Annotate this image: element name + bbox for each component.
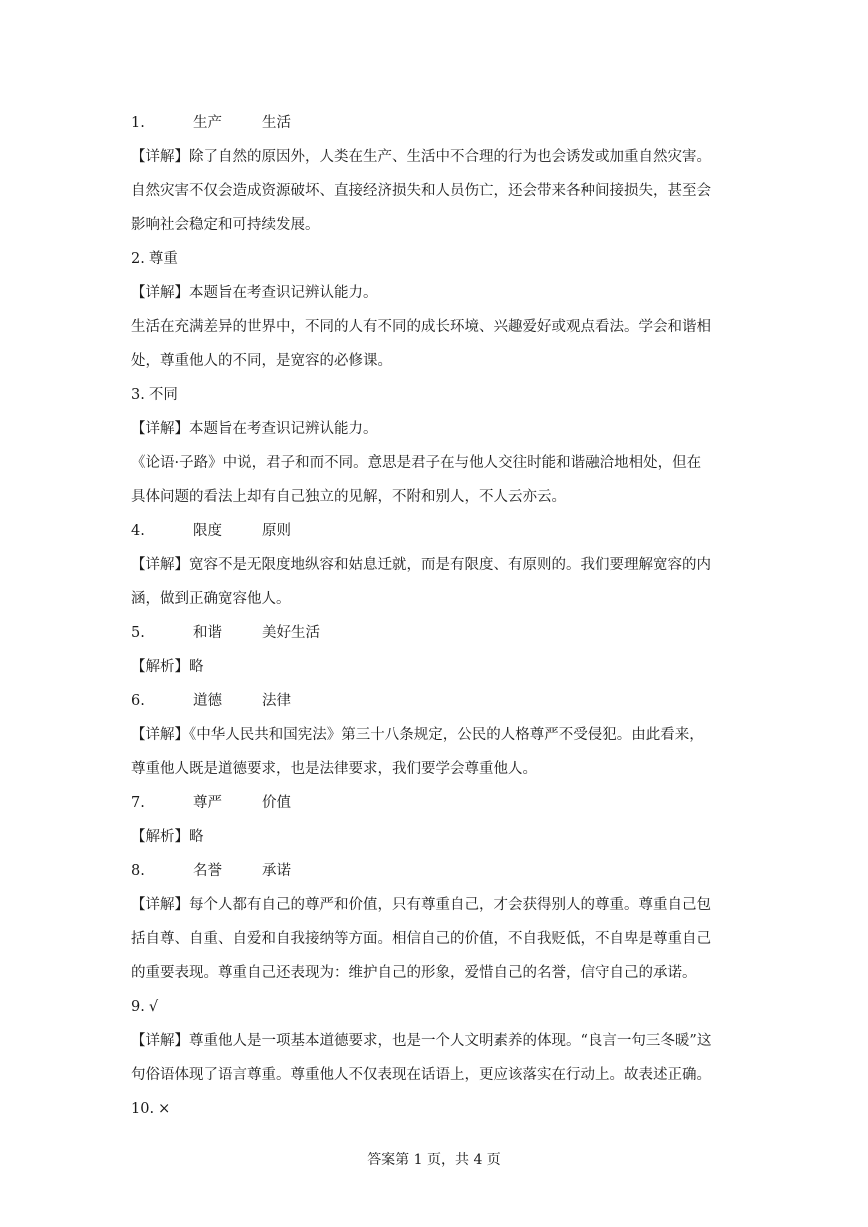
answer-content bbox=[131, 106, 751, 1126]
answer-row-9 bbox=[131, 990, 751, 1024]
explanation-line bbox=[131, 412, 751, 446]
explanation-text: 略 bbox=[189, 659, 204, 675]
explanation-line bbox=[131, 718, 751, 752]
explanation-line: 自然灾害不仅会造成资源破坏、直接经济损失和人员伤亡，还会带来各种间接损失，甚至会 bbox=[131, 183, 711, 199]
explanation-line bbox=[131, 1024, 751, 1058]
question-number: 7. bbox=[131, 795, 145, 811]
explanation-line: 具体问题的看法上却有自己独立的见解，不附和别人，不人云亦云。 bbox=[131, 489, 566, 505]
explanation-label: 【详解】 bbox=[131, 149, 189, 165]
explanation-line bbox=[131, 820, 751, 854]
explanation-line: 生活在充满差异的世界中，不同的人有不同的成长环境、兴趣爱好或观点看法。学会和谐相 bbox=[131, 319, 711, 335]
explanation-line: 影响社会稳定和可持续发展。 bbox=[131, 217, 320, 233]
answer-row-1 bbox=[131, 106, 751, 140]
answer-blank: 美好生活 bbox=[262, 625, 320, 641]
answer-blank: 承诺 bbox=[262, 863, 291, 879]
question-number: 6. bbox=[131, 693, 145, 709]
explanation-line: 句俗语体现了语言尊重。尊重他人不仅表现在话语上，更应该落实在行动上。故表述正确。 bbox=[131, 1067, 711, 1083]
answer-row-10 bbox=[131, 1092, 751, 1126]
explanation-line bbox=[131, 650, 751, 684]
explanation-label: 【解析】 bbox=[131, 659, 189, 675]
explanation-label: 【详解】 bbox=[131, 285, 189, 301]
explanation-line: 的重要表现。尊重自己还表现为：维护自己的形象，爱惜自己的名誉，信守自己的承诺。 bbox=[131, 965, 697, 981]
answer-blank: 法律 bbox=[262, 693, 291, 709]
answer-text: 尊重 bbox=[148, 251, 178, 267]
explanation-line: 处，尊重他人的不同，是宽容的必修课。 bbox=[131, 353, 392, 369]
answer-text: × bbox=[158, 1101, 171, 1117]
page-footer: 答案第 1 页，共 4 页 bbox=[367, 1152, 501, 1168]
answer-row-5 bbox=[131, 616, 751, 650]
answer-row-7 bbox=[131, 786, 751, 820]
explanation-line: 涵，做到正确宽容他人。 bbox=[131, 591, 291, 607]
explanation-line: 括自尊、自重、自爱和自我接纳等方面。相信自己的价值，不自我贬低，不自卑是尊重自己 bbox=[131, 931, 711, 947]
answer-blank: 原则 bbox=[262, 523, 291, 539]
explanation-text: 略 bbox=[189, 829, 204, 845]
explanation-line bbox=[131, 888, 751, 922]
explanation-label: 【详解】 bbox=[131, 897, 189, 913]
question-number: 5. bbox=[131, 625, 145, 641]
explanation-line bbox=[131, 140, 751, 174]
answer-blank: 价值 bbox=[262, 795, 291, 811]
answer-row-3 bbox=[131, 378, 751, 412]
explanation-text: 尊重他人是一项基本道德要求，也是一个人文明素养的体现。“良言一句三冬暖”这 bbox=[189, 1033, 712, 1049]
explanation-label: 【详解】 bbox=[131, 421, 189, 437]
answer-blank: 生活 bbox=[262, 115, 291, 131]
question-number: 2. bbox=[131, 251, 145, 267]
answer-blank: 道德 bbox=[193, 693, 222, 709]
answer-text: 不同 bbox=[148, 387, 178, 403]
explanation-line bbox=[131, 276, 751, 310]
explanation-text: 宽容不是无限度地纵容和姑息迁就，而是有限度、有原则的。我们要理解宽容的内 bbox=[189, 557, 711, 573]
answer-blank: 限度 bbox=[193, 523, 222, 539]
answer-blank: 和谐 bbox=[193, 625, 222, 641]
explanation-text: 除了自然的原因外，人类在生产、生活中不合理的行为也会诱发或加重自然灾害。 bbox=[189, 149, 711, 165]
explanation-label: 【解析】 bbox=[131, 829, 189, 845]
answer-row-2 bbox=[131, 242, 751, 276]
answer-blank: 尊严 bbox=[193, 795, 222, 811]
explanation-text: 《中华人民共和国宪法》第三十八条规定，公民的人格尊严不受侵犯。由此看来， bbox=[189, 727, 704, 743]
answer-text: √ bbox=[148, 999, 159, 1015]
explanation-line bbox=[131, 548, 751, 582]
explanation-line: 尊重他人既是道德要求，也是法律要求，我们要学会尊重他人。 bbox=[131, 761, 537, 777]
question-number: 8. bbox=[131, 863, 145, 879]
explanation-label: 【详解】 bbox=[131, 557, 189, 573]
question-number: 3. bbox=[131, 387, 145, 403]
question-number: 1. bbox=[131, 115, 145, 131]
answer-blank: 生产 bbox=[193, 115, 222, 131]
question-number: 4. bbox=[131, 523, 145, 539]
answer-row-4 bbox=[131, 514, 751, 548]
answer-blank: 名誉 bbox=[193, 863, 222, 879]
explanation-label: 【详解】 bbox=[131, 1033, 189, 1049]
question-number: 9. bbox=[131, 999, 145, 1015]
explanation-text: 每个人都有自己的尊严和价值，只有尊重自己，才会获得别人的尊重。尊重自己包 bbox=[189, 897, 711, 913]
answer-row-6 bbox=[131, 684, 751, 718]
question-number: 10. bbox=[131, 1101, 155, 1117]
answer-row-8 bbox=[131, 854, 751, 888]
explanation-text: 本题旨在考查识记辨认能力。 bbox=[189, 285, 378, 301]
explanation-text: 本题旨在考查识记辨认能力。 bbox=[189, 421, 378, 437]
explanation-label: 【详解】 bbox=[131, 727, 189, 743]
explanation-line: 《论语·子路》中说，君子和而不同。意思是君子在与他人交往时能和谐融洽地相处，但在 bbox=[131, 455, 702, 471]
